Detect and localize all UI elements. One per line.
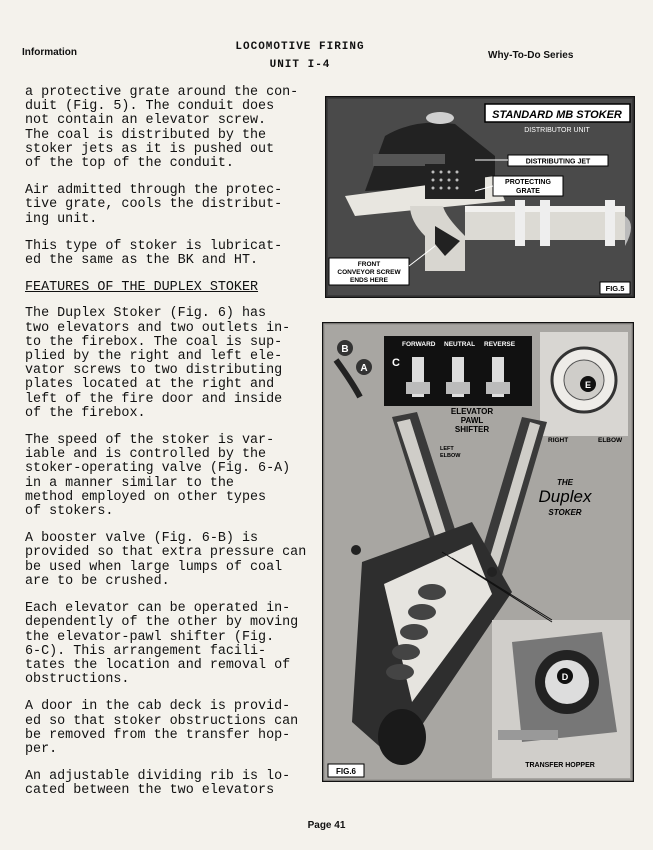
label-the: THE <box>557 478 573 487</box>
label-elevator: ELEVATOR <box>450 407 494 416</box>
label-left-elbow: ELBOW <box>440 453 461 459</box>
fig5-subtitle: DISTRIBUTOR UNIT <box>524 127 590 134</box>
label-right: RIGHT <box>548 437 569 444</box>
page-number: Page 41 <box>307 820 346 831</box>
fig6-tag: FIG.6 <box>335 767 357 776</box>
label-e: E <box>584 380 592 390</box>
label-a: A <box>360 363 368 374</box>
label-left: LEFT <box>440 446 454 452</box>
paragraph: A door in the cab deck is provid- ed so that stoker obstructions can be removed from the transfer hop- per. <box>25 699 299 757</box>
label-b: B <box>341 344 349 355</box>
paragraph: a protective grate around the con- duit (Fig. 5). The conduit does not contain an elevator screw. The coal is distributed by the stoker jets as it is pushed out of the top of the conduit. <box>25 85 299 172</box>
label-transfer-hopper: TRANSFER HOPPER <box>525 762 595 769</box>
paragraph: The Duplex Stoker (Fig. 6) has two elevators and two outlets in- to the firebox. The coal is sup- plied by the right and left ele- vator screws to two distributing plates located at the right and left of the fire door and inside of the firebox. <box>25 306 291 421</box>
fig5-title: STANDARD MB STOKER <box>492 109 622 121</box>
label-c: C <box>392 357 400 369</box>
label-stoker: STOKER <box>548 508 582 517</box>
paragraph: Each elevator can be operated in- dependently of the other by moving the elevator-pawl shifter (Fig. 6-C). This arrangement facili- tates the location and removal of obstructions. <box>25 601 299 688</box>
header-title-line1: LOCOMOTIVE FIRING <box>235 41 365 53</box>
paragraph: The speed of the stoker is var- iable and is controlled by the stoker-operating valve (Fig. 6-A) in a manner similar to the method employed on other types of stokers. <box>25 433 291 520</box>
label-neutral: NEUTRAL <box>444 341 476 348</box>
figure-5-standard-mb-stoker <box>325 96 635 298</box>
label-duplex: Duplex <box>538 487 592 506</box>
fig5-tag: FIG.5 <box>605 284 625 293</box>
header-series-label: Why-To-Do Series <box>488 50 574 61</box>
section-heading: FEATURES OF THE DUPLEX STOKER <box>25 280 259 296</box>
label-shifter: SHIFTER <box>454 425 490 434</box>
figure-6-duplex-stoker <box>322 322 634 782</box>
body-text-column <box>25 86 317 812</box>
label-forward: FORWARD <box>402 341 436 348</box>
paragraph: Air admitted through the protec- tive grate, cools the distribut- ing unit. <box>25 183 283 227</box>
paragraph: This type of stoker is lubricat- ed the same as the BK and HT. <box>25 238 283 269</box>
label-grate: GRATE <box>516 188 540 195</box>
header-title <box>200 38 400 74</box>
label-distributing-jet: DISTRIBUTING JET <box>525 158 591 166</box>
jet-fitting <box>426 112 454 124</box>
label-d: D <box>561 672 569 682</box>
header-title-line2: UNIT I-4 <box>269 59 331 71</box>
header-section-label: Information <box>22 47 77 58</box>
label-elbow: ELBOW <box>598 437 623 444</box>
label-front: FRONT <box>357 261 381 268</box>
label-ends-here: ENDS HERE <box>350 277 388 284</box>
label-conveyor-screw: CONVEYOR SCREW <box>337 269 401 276</box>
paragraph: An adjustable dividing rib is lo- cated between the two elevators <box>25 769 291 799</box>
paragraph: A booster valve (Fig. 6-B) is provided so that extra pressure can be used when large lumps of coal are to be crushed. <box>25 531 307 589</box>
label-reverse: REVERSE <box>484 341 516 348</box>
label-pawl: PAWL <box>460 416 484 425</box>
label-protecting: PROTECTING <box>505 179 551 186</box>
